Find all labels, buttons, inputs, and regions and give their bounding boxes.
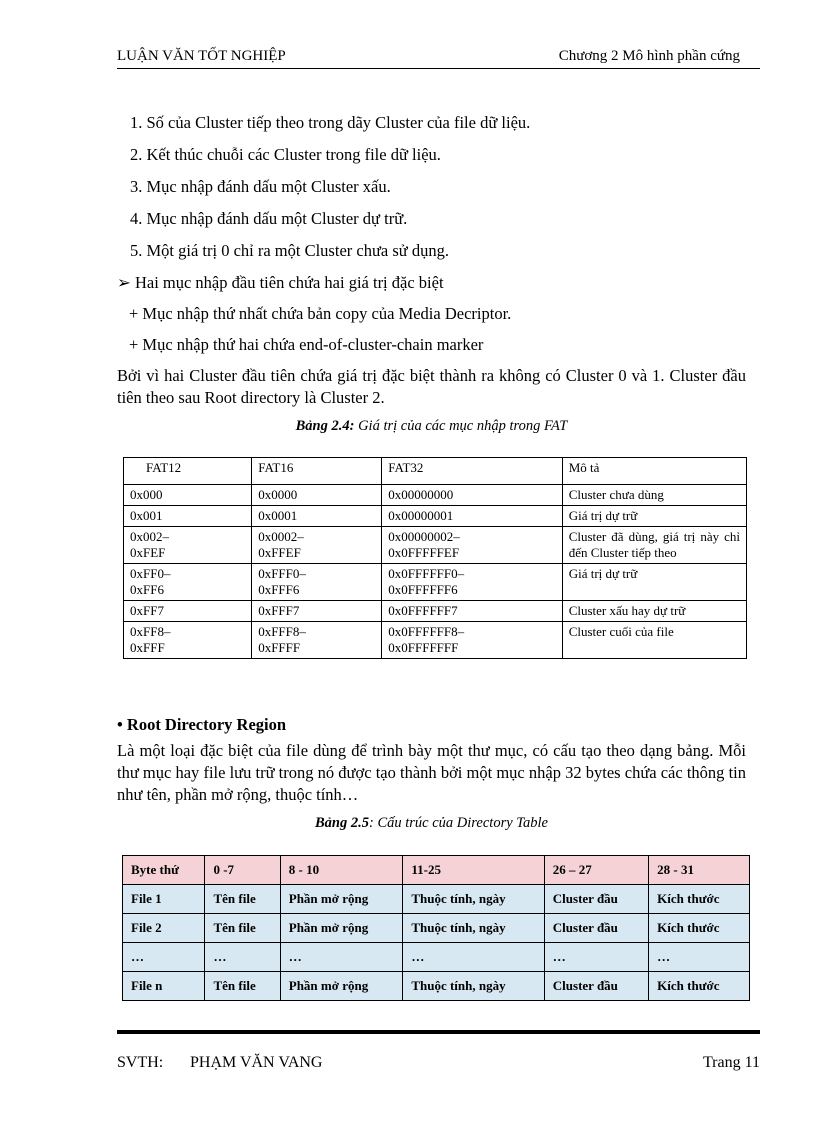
table-header-cell: 0 -7 <box>205 856 280 885</box>
table-cell: Thuộc tính, ngày <box>403 914 544 943</box>
table-cell: 0x0002– 0xFFEF <box>252 527 382 564</box>
plus-item: + Mục nhập thứ nhất chứa bản copy của Media Decriptor. <box>129 304 512 323</box>
table-header-cell: FAT32 <box>382 458 562 485</box>
table-cell: Giá trị dự trữ <box>562 564 746 601</box>
plus-item: + Mục nhập thứ hai chứa end-of-cluster-chain marker <box>129 335 484 354</box>
table-cell: Cluster cuối của file <box>562 622 746 659</box>
table-row <box>124 601 747 622</box>
table-header-cell: FAT12 <box>124 458 252 485</box>
paragraph: Là một loại đặc biệt của file dùng để trình bày một thư mục, có cấu tạo theo dạng bảng. Mỗi thư mục hay file lưu trữ trong nó được tạo thành bởi một mục nhập 32 bytes chứa các thông tin như tên, phần mở rộng, thuộc tính… <box>117 741 746 804</box>
table-cell: 0xFFF7 <box>252 601 382 622</box>
table-row <box>123 943 750 972</box>
list-item: 5. Một giá trị 0 chỉ ra một Cluster chưa sử dụng. <box>130 241 449 260</box>
table-row <box>124 564 747 601</box>
table-row <box>123 972 750 1001</box>
table-cell: 0xFFF0– 0xFFF6 <box>252 564 382 601</box>
table-cell: … <box>280 943 403 972</box>
footer-svth-label: SVTH: <box>117 1054 164 1071</box>
header-title: LUẬN VĂN TỐT NGHIỆP <box>117 48 286 64</box>
table-cell: Phần mở rộng <box>280 972 403 1001</box>
list-item: 1. Số của Cluster tiếp theo trong dãy Cluster của file dữ liệu. <box>130 113 531 132</box>
table-caption <box>117 417 746 435</box>
arrow-bullet <box>117 272 746 294</box>
table-cell: Giá trị dự trữ <box>562 506 746 527</box>
table-cell: Thuộc tính, ngày <box>403 972 544 1001</box>
table-cell: Phần mở rộng <box>280 885 403 914</box>
table-header-row <box>123 856 750 885</box>
table-cell: 0xFF0– 0xFF6 <box>124 564 252 601</box>
caption-label: Bảng 2.4: <box>295 418 355 434</box>
page-header <box>117 48 760 69</box>
table-header-cell: FAT16 <box>252 458 382 485</box>
table-cell: … <box>649 943 750 972</box>
table-cell: 0x00000002– 0x0FFFFFEF <box>382 527 562 564</box>
table-cell: … <box>205 943 280 972</box>
table-cell: 0x0FFFFFF7 <box>382 601 562 622</box>
table-cell: Cluster đầu <box>544 885 648 914</box>
table-cell: Kích thước <box>649 914 750 943</box>
section-title: • Root Directory Region <box>117 715 287 734</box>
table-row <box>124 622 747 659</box>
footer-page-number: Trang 11 <box>702 1054 760 1071</box>
table-cell: Tên file <box>205 885 280 914</box>
paragraph: Bởi vì hai Cluster đầu tiên chứa giá trị đặc biệt thành ra không có Cluster 0 và 1. Cluster đầu tiên theo sau Root directory là Cluster 2. <box>117 366 746 407</box>
directory-table <box>122 855 750 1001</box>
table-cell: … <box>123 943 205 972</box>
table-cell: 0x00000000 <box>382 485 562 506</box>
table-cell: … <box>403 943 544 972</box>
table-cell: Kích thước <box>649 885 750 914</box>
table-cell: 0xFFF8– 0xFFFF <box>252 622 382 659</box>
table-header-cell: 8 - 10 <box>280 856 403 885</box>
table-cell: 0x0000 <box>252 485 382 506</box>
table-cell: Cluster đầu <box>544 914 648 943</box>
table-header-cell: 26 – 27 <box>544 856 648 885</box>
table-row <box>124 485 747 506</box>
table-cell: 0x0001 <box>252 506 382 527</box>
table-cell: File 1 <box>123 885 205 914</box>
table-cell: 0xFF7 <box>124 601 252 622</box>
header-chapter: Chương 2 Mô hình phần cứng <box>558 48 740 64</box>
table-cell: 0x002– 0xFEF <box>124 527 252 564</box>
table-cell: Cluster xấu hay dự trữ <box>562 601 746 622</box>
table-cell: Cluster chưa dùng <box>562 485 746 506</box>
table-cell: Kích thước <box>649 972 750 1001</box>
table-header-cell: 11-25 <box>403 856 544 885</box>
table-cell: Thuộc tính, ngày <box>403 885 544 914</box>
table-cell: 0xFF8– 0xFFF <box>124 622 252 659</box>
fat-values-table <box>123 457 747 659</box>
table-row <box>124 506 747 527</box>
table-cell: Cluster đầu <box>544 972 648 1001</box>
table-cell: File n <box>123 972 205 1001</box>
caption-text: Giá trị của các mục nhập trong FAT <box>358 418 568 434</box>
table-cell: … <box>544 943 648 972</box>
table-cell: Tên file <box>205 972 280 1001</box>
table-cell: Cluster đã dùng, giá trị này chỉ đến Cluster tiếp theo <box>562 527 746 564</box>
list-item: 3. Mục nhập đánh dấu một Cluster xấu. <box>130 177 391 196</box>
table-header-row <box>124 458 747 485</box>
table-cell: 0x000 <box>124 485 252 506</box>
arrow-bullet-icon: ➢ <box>117 273 131 292</box>
caption-label: Bảng 2.5 <box>315 815 370 831</box>
caption-text: : Cấu trúc của Directory Table <box>369 815 548 831</box>
main-content <box>117 112 746 441</box>
table-row <box>123 885 750 914</box>
root-directory-section <box>117 714 746 838</box>
table-caption <box>117 814 746 832</box>
arrow-bullet-text: Hai mục nhập đầu tiên chứa hai giá trị đặc biệt <box>134 273 444 292</box>
table-cell: 0x001 <box>124 506 252 527</box>
table-cell: File 2 <box>123 914 205 943</box>
table-row <box>124 527 747 564</box>
list-item: 2. Kết thúc chuỗi các Cluster trong file dữ liệu. <box>130 145 441 164</box>
list-item: 4. Mục nhập đánh dấu một Cluster dự trữ. <box>130 209 408 228</box>
table-header-cell: 28 - 31 <box>649 856 750 885</box>
table-header-cell: Byte thứ <box>123 856 205 885</box>
table-cell: Tên file <box>205 914 280 943</box>
table-cell: Phần mở rộng <box>280 914 403 943</box>
footer-student-name: PHẠM VĂN VANG <box>190 1054 323 1071</box>
table-row <box>123 914 750 943</box>
table-cell: 0x0FFFFFF0– 0x0FFFFFF6 <box>382 564 562 601</box>
table-cell: 0x0FFFFFF8– 0x0FFFFFFF <box>382 622 562 659</box>
table-header-cell: Mô tả <box>562 458 746 485</box>
footer-rule <box>117 1030 760 1034</box>
table-cell: 0x00000001 <box>382 506 562 527</box>
